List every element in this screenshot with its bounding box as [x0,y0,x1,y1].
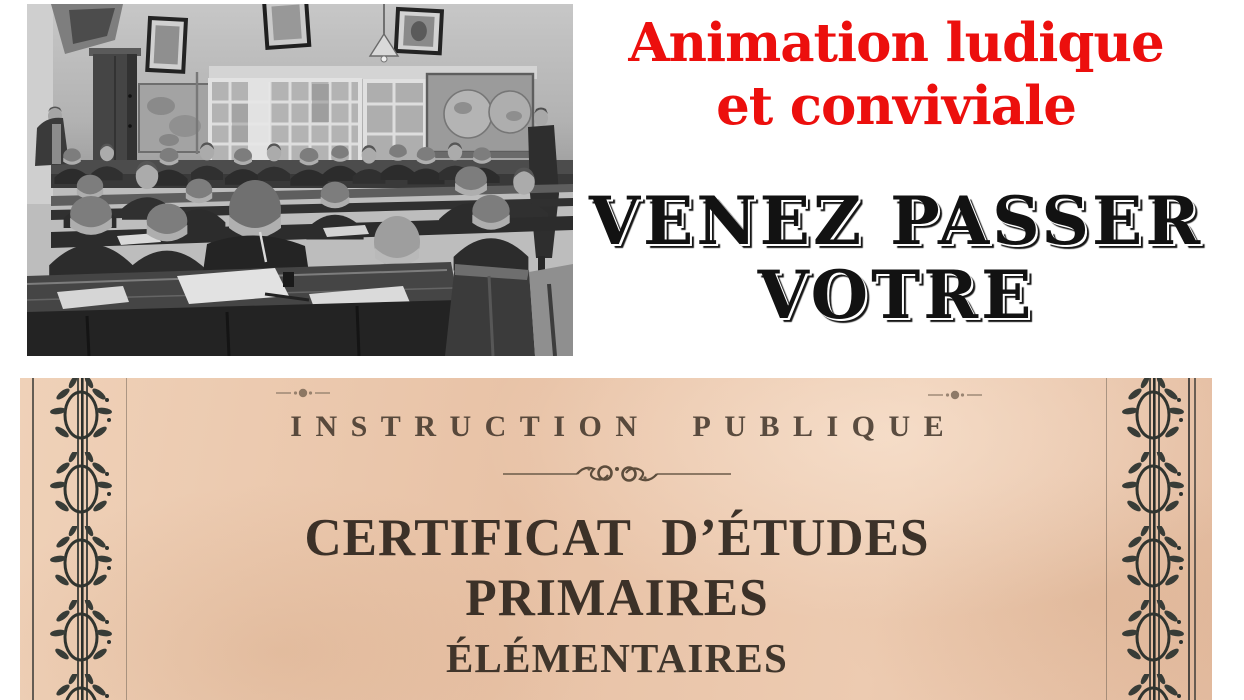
wall-frame-2 [264,4,309,48]
desk-right [445,264,535,356]
headline-column [560,0,1232,333]
laurel-border-left [46,378,116,700]
laurel-border-right [1118,378,1188,700]
certificate-right-rule-b [1194,378,1196,700]
classroom-photo-art [27,4,573,356]
certificate-title-line1: CERTIFICAT D’ÉTUDES PRIMAIRES [304,509,930,627]
wall-frame-1 [147,18,186,72]
tagline [560,12,1232,137]
certificate-header: INSTRUCTION PUBLIQUE [290,410,958,443]
headline-line1: VENEZ PASSER [588,182,1204,261]
cabinet [89,48,141,164]
certificate-scan [20,378,1212,700]
certificate-left-inner-rule [126,378,127,700]
classroom-photo [27,4,573,356]
certificate-content [130,378,1104,700]
certificate-left-rule [32,378,34,700]
tagline-line1: Animation ludique [628,12,1164,74]
certificate-right-rule-a [1188,378,1190,700]
wall-frame-3 [396,9,442,53]
scroll-divider-icon [501,460,733,486]
wall-map-right [425,74,535,158]
certificate-title-line2: ÉLÉMENTAIRES [445,635,789,681]
tagline-line2: et conviviale [716,74,1076,137]
headline [560,182,1232,334]
headline-line2: VOTRE [757,255,1035,334]
certificate-right-inner-rule [1106,378,1107,700]
wall-map-left [139,72,209,154]
